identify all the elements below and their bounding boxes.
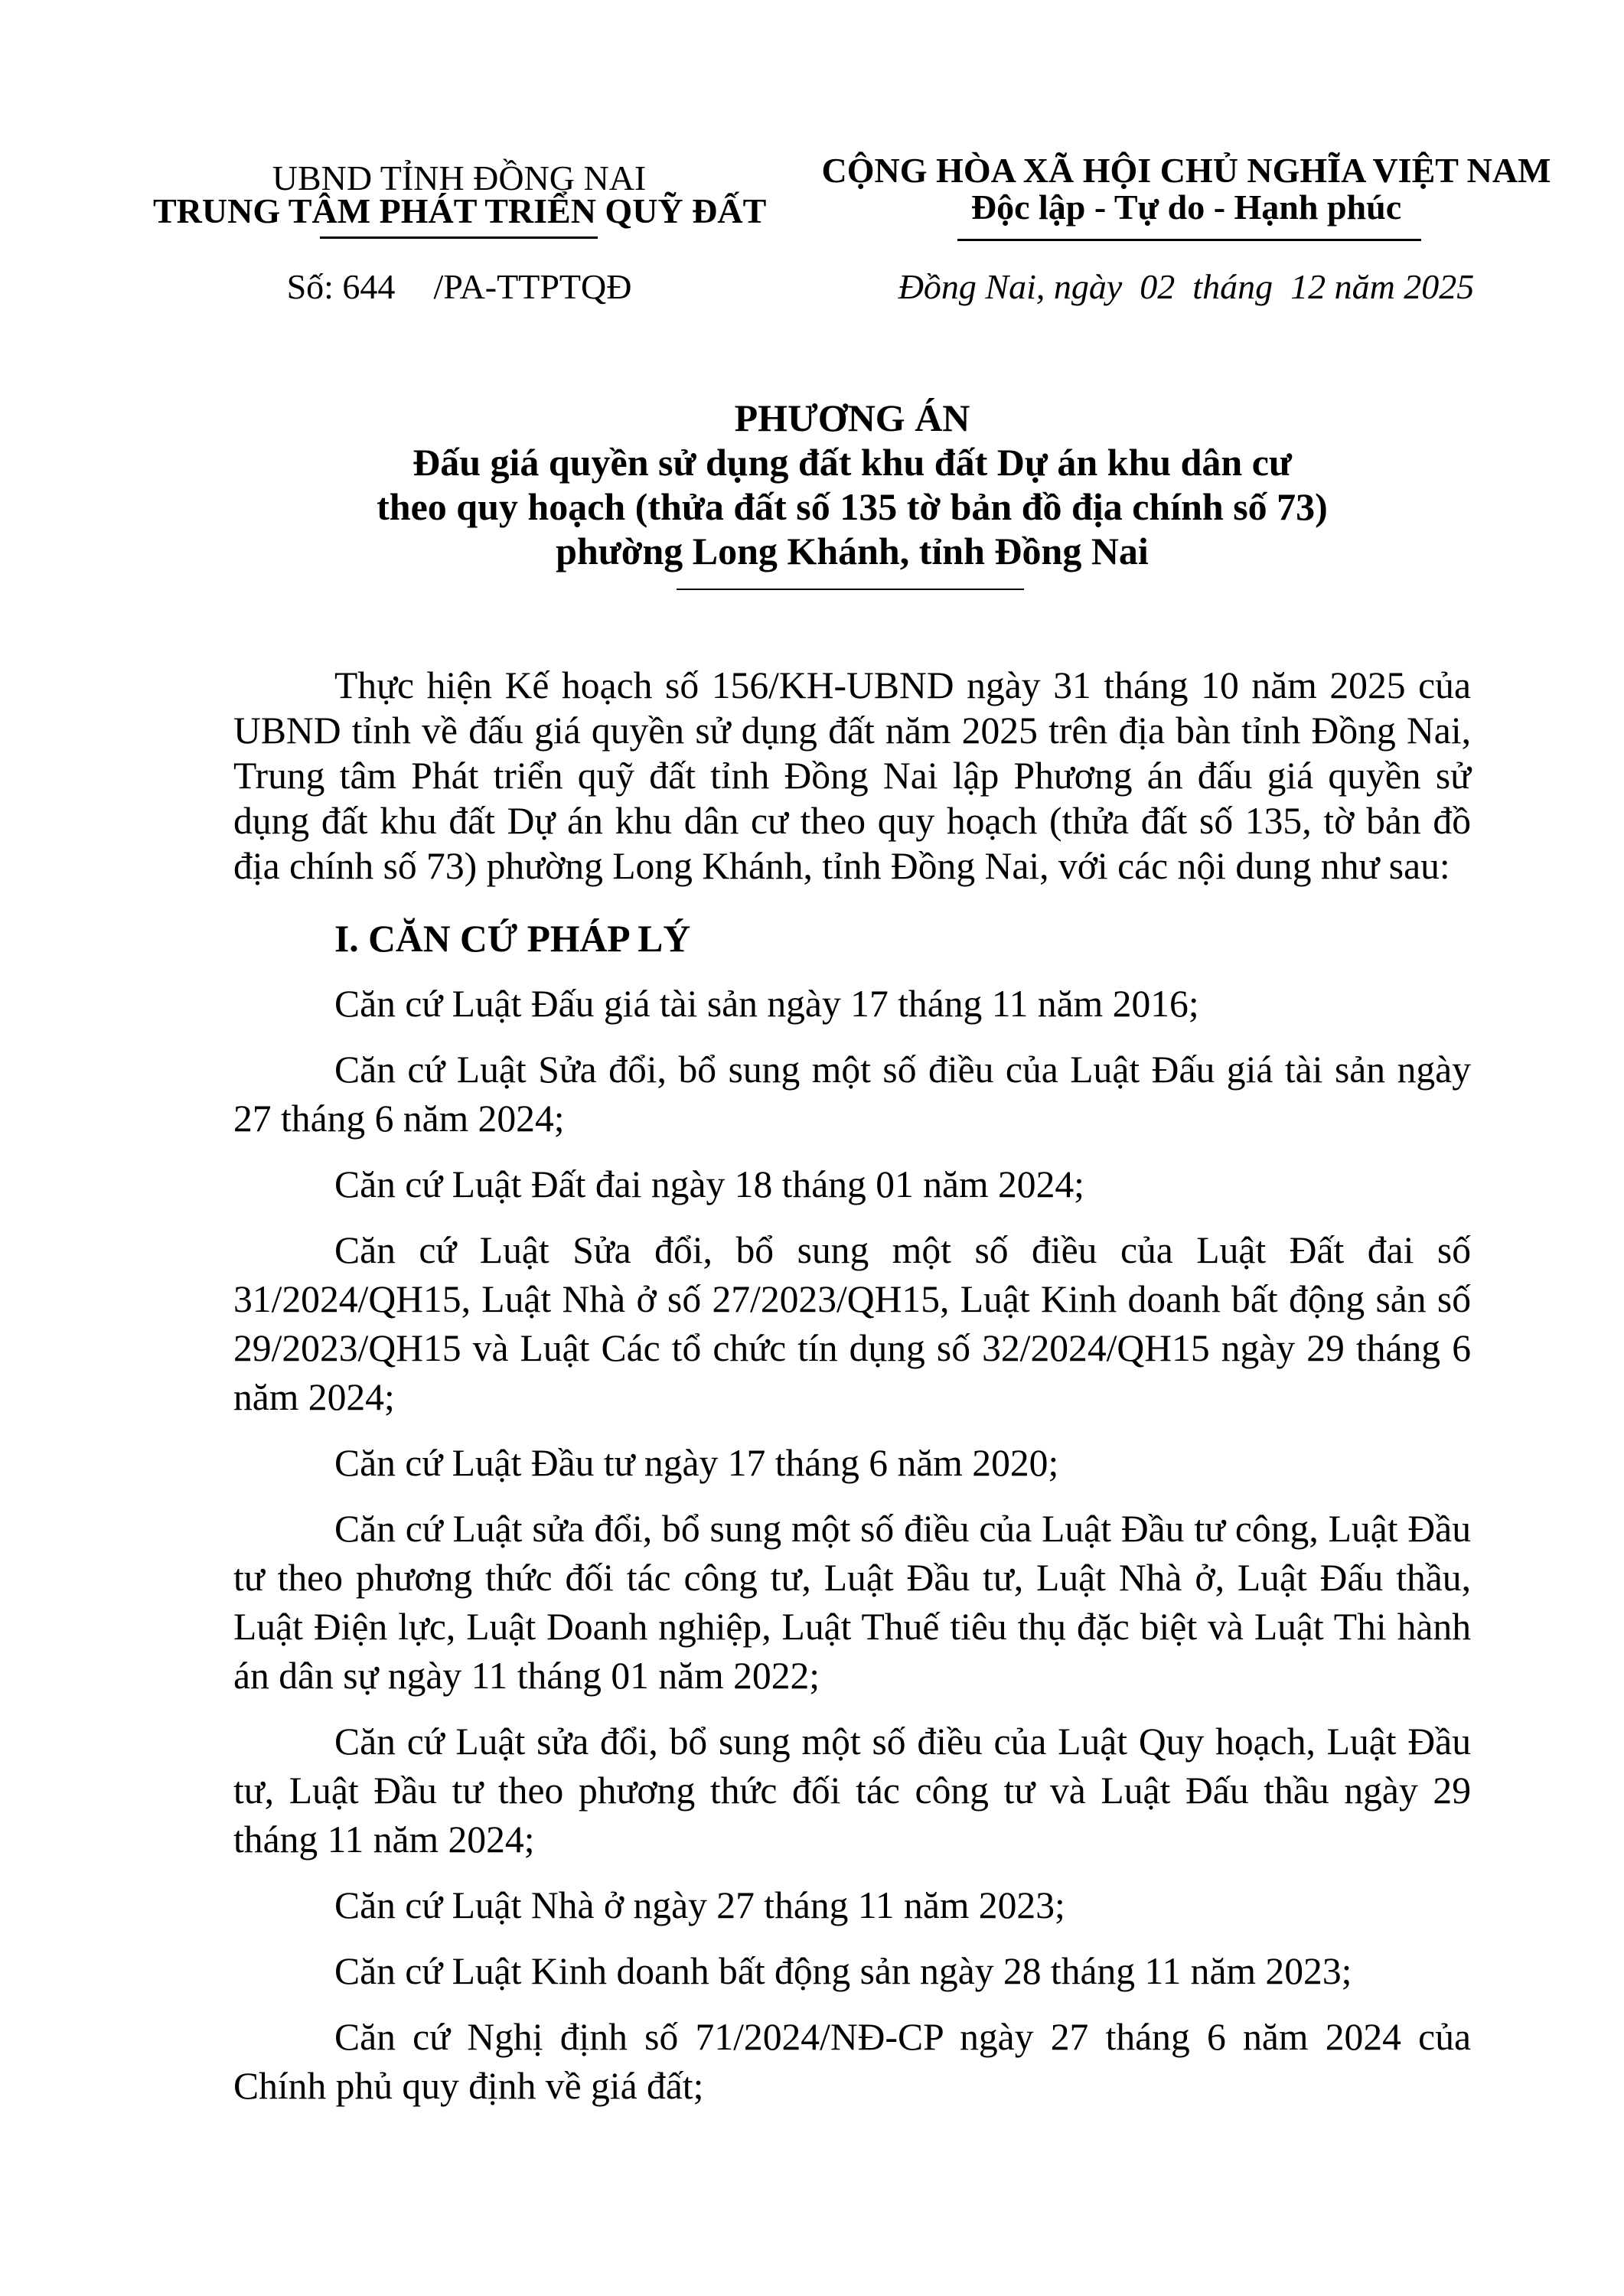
organization-underline <box>320 236 598 239</box>
title-separator <box>677 589 1024 590</box>
title-line-3: phường Long Khánh, tỉnh Đồng Nai <box>556 530 1149 572</box>
organization-name: TRUNG TÂM PHÁT TRIỂN QUỸ ĐẤT <box>153 191 767 230</box>
legal-basis-item: Căn cứ Luật sửa đổi, bổ sung một số điều của Luật Quy hoạch, Luật Đầu tư, Luật Đầu tư theo phương thức đối tác công tư và Luật Đấu thầu ngày 29 tháng 11 năm 2024; <box>233 1720 1471 1861</box>
place-date: Đồng Nai, ngày 02 tháng 12 năm 2025 <box>898 267 1475 306</box>
legal-basis-item: Căn cứ Luật sửa đổi, bổ sung một số điều của Luật Đầu tư công, Luật Đầu tư theo phương thức đối tác công tư, Luật Đầu tư, Luật Nhà ở, Luật Đấu thầu, Luật Điện lực, Luật Doanh nghiệp, Luật Thuế tiêu thụ đặc biệt và Luật Thi hành án dân sự ngày 11 tháng 01 năm 2022; <box>233 1508 1471 1697</box>
place-date-block <box>804 269 1569 305</box>
legal-basis-item: Căn cứ Nghị định số 71/2024/NĐ-CP ngày 27 tháng 6 năm 2024 của Chính phủ quy định về giá đất; <box>233 2016 1471 2107</box>
motto-underline <box>957 239 1421 241</box>
document-number-label: Số: 644 <box>286 267 396 306</box>
nation-name: CỘNG HÒA XÃ HỘI CHỦ NGHĨA VIỆT NAM <box>821 151 1551 190</box>
document-type: PHƯƠNG ÁN <box>734 396 970 439</box>
legal-basis-item: Căn cứ Luật Đầu tư ngày 17 tháng 6 năm 2020; <box>334 1442 1059 1484</box>
national-heading-block <box>804 153 1569 225</box>
title-line-1: Đấu giá quyền sử dụng đất khu đất Dự án khu dân cư <box>413 441 1292 484</box>
section-heading: I. CĂN CỨ PHÁP LÝ <box>334 918 691 960</box>
legal-basis-section <box>233 915 1471 2128</box>
legal-basis-item: Căn cứ Luật Sửa đổi, bổ sung một số điều của Luật Đất đai số 31/2024/QH15, Luật Nhà ở số 27/2023/QH15, Luật Kinh doanh bất động sản số 29/2023/QH15 và Luật Các tổ chức tín dụng số 32/2024/QH15 ngày 29 tháng 6 năm 2024; <box>233 1229 1471 1418</box>
issuing-agency-block <box>153 158 767 230</box>
authority-name: UBND TỈNH ĐỒNG NAI <box>272 158 647 197</box>
document-number <box>153 269 765 305</box>
legal-basis-item: Căn cứ Luật Kinh doanh bất động sản ngày 28 tháng 11 năm 2023; <box>334 1950 1352 1992</box>
legal-basis-item: Căn cứ Luật Sửa đổi, bổ sung một số điều của Luật Đấu giá tài sản ngày 27 tháng 6 năm 2024; <box>233 1049 1471 1140</box>
intro-paragraph: Thực hiện Kế hoạch số 156/KH-UBND ngày 31 tháng 10 năm 2025 của UBND tỉnh về đấu giá quyền sử dụng đất năm 2025 trên địa bàn tỉnh Đồng Nai, Trung tâm Phát triển quỹ đất tỉnh Đồng Nai lập Phương án đấu giá quyền sử dụng đất khu đất Dự án khu dân cư theo quy hoạch (thửa đất số 135, tờ bản đồ địa chính số 73) phường Long Khánh, tỉnh Đồng Nai, với các nội dung như sau: <box>233 664 1471 887</box>
document-number-suffix: /PA-TTPTQĐ <box>433 267 632 306</box>
legal-basis-item: Căn cứ Luật Nhà ở ngày 27 tháng 11 năm 2023; <box>334 1884 1065 1926</box>
legal-basis-item: Căn cứ Luật Đất đai ngày 18 tháng 01 năm 2024; <box>334 1163 1084 1205</box>
intro-section <box>233 663 1471 889</box>
document-title <box>233 396 1471 573</box>
legal-basis-item: Căn cứ Luật Đấu giá tài sản ngày 17 tháng 11 năm 2016; <box>334 983 1199 1025</box>
national-motto: Độc lập - Tự do - Hạnh phúc <box>970 188 1402 227</box>
title-line-2: theo quy hoạch (thửa đất số 135 tờ bản đồ địa chính số 73) <box>377 485 1328 528</box>
